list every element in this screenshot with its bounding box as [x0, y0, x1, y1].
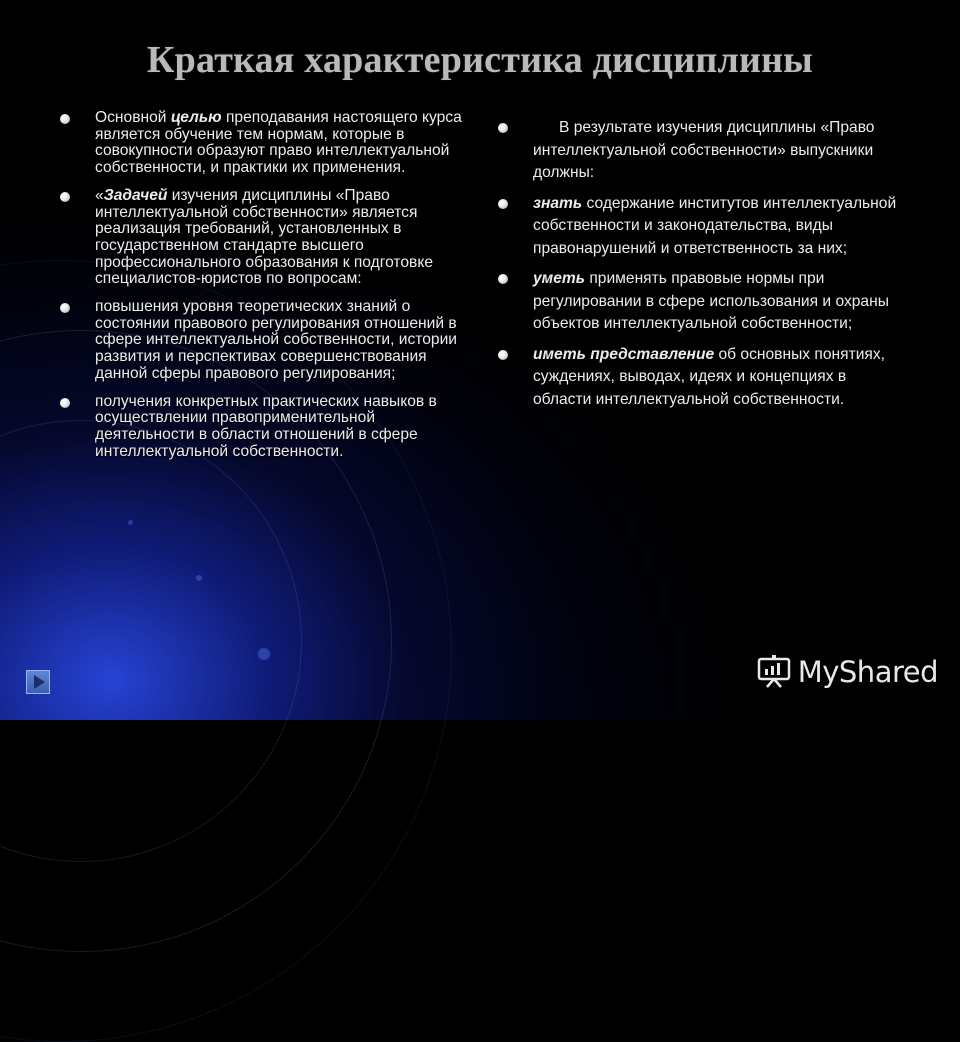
play-arrow-icon: [34, 675, 45, 689]
item-text: повышения уровня теоретических знаний о состоянии правового регулирования отношений в сфере интеллектуальной собственности, истории развития и перспективах совершенствования данной сферы правового регулирования;: [95, 298, 458, 382]
bullet-icon: [498, 199, 508, 209]
bullet-icon: [498, 350, 508, 360]
item-text: содержание институтов интеллектуальной собственности и законодательства, виды правонарушений и ответственность за них;: [533, 194, 897, 257]
item-text: применять правовые нормы при регулировании в сфере использования и охраны объектов интеллектуальной собственности;: [533, 270, 889, 332]
item-emphasis: знать: [533, 194, 583, 212]
list-item: [58, 394, 470, 461]
list-item: [58, 299, 470, 383]
item-text: В результате изучения дисциплины «Право интеллектуальной собственности» выпускники должны:: [533, 119, 879, 181]
background-dot: [196, 575, 202, 581]
next-slide-button[interactable]: [26, 670, 50, 694]
item-prefix: Основной: [95, 109, 171, 126]
list-item: [58, 188, 470, 288]
bullet-icon: [60, 192, 70, 202]
item-emphasis: целью: [170, 109, 222, 126]
list-item: [496, 268, 908, 336]
item-text: получения конкретных практических навыков в осуществлении правоприменительной деятельности в области отношений в сфере интеллектуальной собственности.: [95, 392, 437, 460]
bullet-icon: [498, 274, 508, 284]
item-emphasis: иметь представление: [533, 345, 715, 363]
left-bullet-list: [58, 110, 470, 460]
right-column: [496, 117, 908, 419]
item-emphasis: Задачей: [103, 186, 168, 204]
item-text: изучения дисциплины «Право интеллектуальной собственности» является реализация требований, установленных в государственном стандарте высшего профессионального образования к подготовке специалистов-юристов по вопросам:: [95, 186, 434, 288]
bullet-icon: [60, 303, 70, 313]
watermark: [756, 654, 938, 690]
list-item: [496, 344, 908, 412]
background-dot: [258, 648, 270, 660]
list-item: [58, 110, 470, 177]
list-item: [496, 193, 908, 261]
list-item: [496, 117, 908, 185]
item-prefix: «: [95, 186, 104, 204]
bullet-icon: [60, 114, 70, 124]
bullet-icon: [498, 123, 508, 133]
slide-title: Краткая характеристика дисциплины: [146, 39, 814, 81]
presentation-board-icon: [756, 654, 792, 690]
watermark-text: MyShared: [797, 655, 938, 689]
left-column: [58, 110, 470, 471]
background-dot: [128, 520, 133, 525]
item-text: преподавания настоящего курса является обучение тем нормам, которые в совокупности образуют право интеллектуальной собственности, и практики их применения.: [95, 109, 462, 177]
item-emphasis: уметь: [533, 270, 586, 287]
item-text: об основных понятиях, суждениях, выводах, идеях и концепциях в области интеллектуальной собственности.: [533, 345, 886, 408]
bullet-icon: [60, 398, 70, 408]
right-bullet-list: [496, 117, 908, 411]
